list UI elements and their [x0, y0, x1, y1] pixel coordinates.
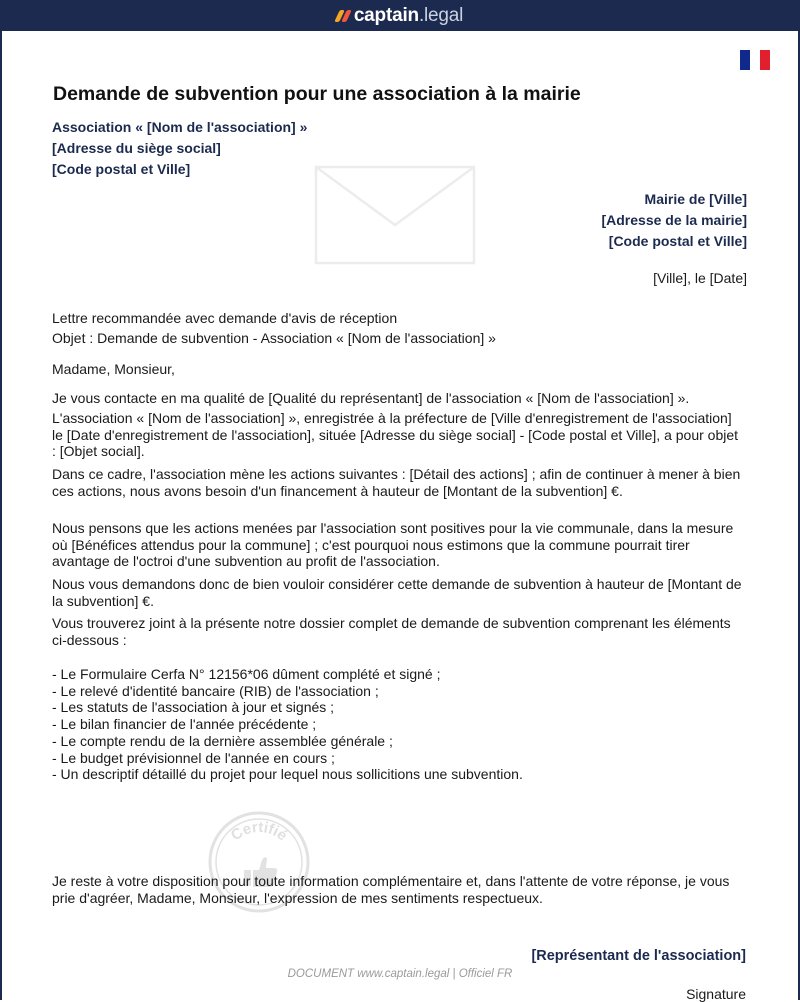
recipient-address: [Adresse de la mairie]	[601, 212, 747, 228]
paragraph-3: Dans ce cadre, l'association mène les actions suivantes : [Détail des actions] ; afin de continuer à mener à bien ces actions, nous avons besoin d'un financement à hauteur de [Montant de la subvention] €.	[52, 466, 741, 499]
sender-address-block	[52, 117, 307, 180]
salutation: Madame, Monsieur,	[52, 361, 175, 377]
list-item: - Le bilan financier de l'année précédente ;	[52, 716, 317, 733]
paragraph-5: Nous vous demandons donc de bien vouloir considérer cette demande de subvention à hauteur de [Montant de la subvention] €.	[52, 576, 742, 609]
list-item: - Le compte rendu de la dernière assemblée générale ;	[52, 732, 393, 749]
document-footer: DOCUMENT www.captain.legal | Officiel FR	[287, 968, 513, 980]
sender-address: [Adresse du siège social]	[52, 140, 221, 156]
recipient-name: Mairie de [Ville]	[644, 191, 747, 207]
recipient-city: [Code postal et Ville]	[608, 233, 747, 249]
attachments-list	[52, 666, 523, 783]
list-item: - Le relevé d'identité bancaire (RIB) de l'association ;	[52, 682, 379, 699]
paragraph-1: Je vous contacte en ma qualité de [Qualité du représentant] de l'association « [Nom de l'association] ».	[52, 390, 690, 406]
captain-legal-logo[interactable]	[337, 0, 463, 31]
list-item: - Un descriptif détaillé du projet pour lequel nous sollicitions une subvention.	[52, 766, 523, 783]
france-flag-icon[interactable]	[740, 50, 770, 70]
sender-city: [Code postal et Ville]	[52, 161, 191, 177]
letter-date: [Ville], le [Date]	[653, 270, 747, 286]
signer-name: [Représentant de l'association]	[531, 948, 746, 964]
brand-suffix: .legal	[418, 4, 464, 26]
document-title: Demande de subvention pour une association à la mairie	[53, 83, 581, 105]
brand-mark-icon	[337, 10, 349, 22]
top-banner	[0, 0, 800, 31]
list-item: - Les statuts de l'association à jour et signés ;	[52, 699, 335, 716]
brand-name: captain	[353, 4, 419, 26]
list-item: - Le Formulaire Cerfa N° 12156*06 dûment complété et signé ;	[52, 666, 441, 682]
paragraph-4: Nous pensons que les actions menées par l'association sont positives pour la vie communale, dans la mesure où [Bénéfices attendus pour la commune] ; c'est pourquoi nous estimons que la commune pourrait tirer avantage de l'octroi d'une subvention au profit de l'association.	[52, 520, 734, 570]
closing-paragraph: Je reste à votre disposition pour toute information complémentaire et, dans l'attente de votre réponse, je vous prie d'agréer, Madame, Monsieur, l'expression de mes sentiments respectueux.	[52, 873, 730, 906]
list-item: - Le budget prévisionnel de l'année en cours ;	[52, 749, 335, 766]
signature-label: Signature	[686, 986, 746, 1002]
subject-line: Objet : Demande de subvention - Association « [Nom de l'association] »	[52, 330, 496, 346]
paragraph-2: L'association « [Nom de l'association] », enregistrée à la préfecture de [Ville d'enregistrement de l'association] le [Date d'enregistrement de l'association], située [Adresse du siège social] - [Code postal et Ville], a pour objet : [Objet social].	[52, 410, 739, 460]
registered-mail-line: Lettre recommandée avec demande d'avis de réception	[52, 310, 398, 326]
page-frame-left	[0, 31, 2, 1000]
stamp-label: Certifié	[227, 818, 291, 845]
sender-name: Association « [Nom de l'association] »	[52, 119, 308, 135]
recipient-address-block	[601, 189, 747, 252]
envelope-watermark-icon	[314, 165, 476, 265]
paragraph-6: Vous trouverez joint à la présente notre dossier complet de demande de subvention comprenant les éléments ci-dessous :	[52, 615, 731, 648]
